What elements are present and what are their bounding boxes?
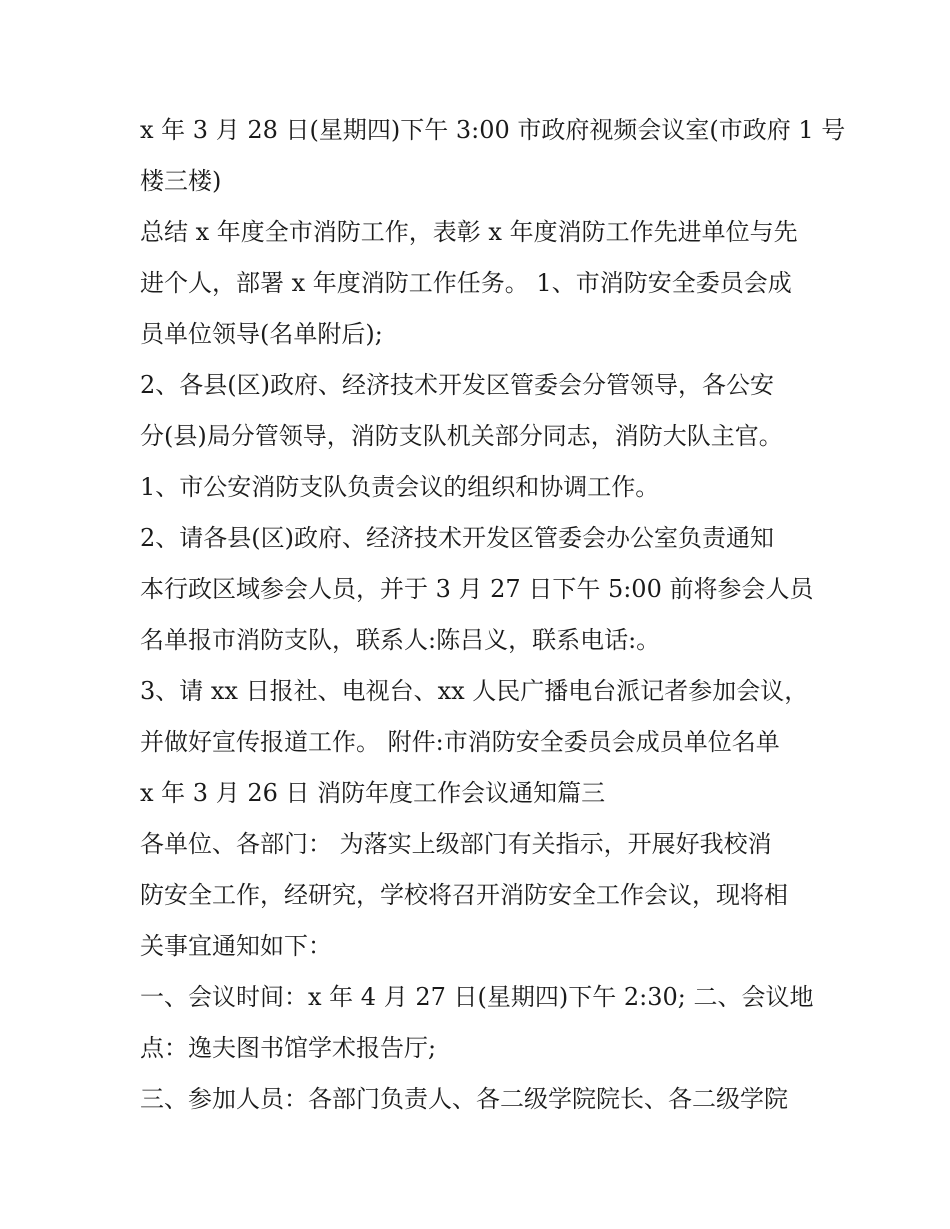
text-line: x 年 3 月 28 日(星期四)下午 3:00 市政府视频会议室(市政府 1 号: [140, 116, 846, 144]
text-line: 楼三楼): [140, 167, 222, 195]
text-line: 分(县)局分管领导，消防支队机关部分同志，消防大队主官。: [140, 422, 783, 450]
text-line: 点：逸夫图书馆学术报告厅;: [140, 1034, 437, 1062]
text-line: 1、市公安消防支队负责会议的组织和协调工作。: [140, 473, 660, 501]
text-line: 并做好宣传报道工作。 附件:市消防安全委员会成员单位名单: [140, 728, 780, 756]
text-line: 总结 x 年度全市消防工作，表彰 x 年度消防工作先进单位与先: [140, 218, 798, 246]
text-line: 关事宜通知如下：: [140, 932, 332, 960]
text-line: 一、会议时间：x 年 4 月 27 日(星期四)下午 2:30; 二、会议地: [140, 983, 814, 1011]
text-line: x 年 3 月 26 日 消防年度工作会议通知篇三: [140, 779, 606, 807]
text-line: 本行政区域参会人员，并于 3 月 27 日下午 5:00 前将参会人员: [140, 575, 814, 603]
text-line: 各单位、各部门： 为落实上级部门有关指示，开展好我校消: [140, 830, 772, 858]
text-line: 防安全工作，经研究，学校将召开消防安全工作会议，现将相: [140, 881, 788, 909]
text-line: 名单报市消防支队，联系人:陈吕义，联系电话:。: [140, 626, 661, 654]
text-line: 3、请 xx 日报社、电视台、xx 人民广播电台派记者参加会议，: [140, 677, 809, 705]
text-line: 进个人，部署 x 年度消防工作任务。 1、市消防安全委员会成: [140, 269, 792, 297]
text-line: 2、各县(区)政府、经济技术开发区管委会分管领导，各公安: [140, 371, 774, 399]
text-line: 员单位领导(名单附后);: [140, 320, 383, 348]
document-body: [140, 105, 846, 1125]
text-line: 2、请各县(区)政府、经济技术开发区管委会办公室负责通知: [140, 524, 774, 552]
text-line: 三、参加人员：各部门负责人、各二级学院院长、各二级学院: [140, 1085, 788, 1113]
